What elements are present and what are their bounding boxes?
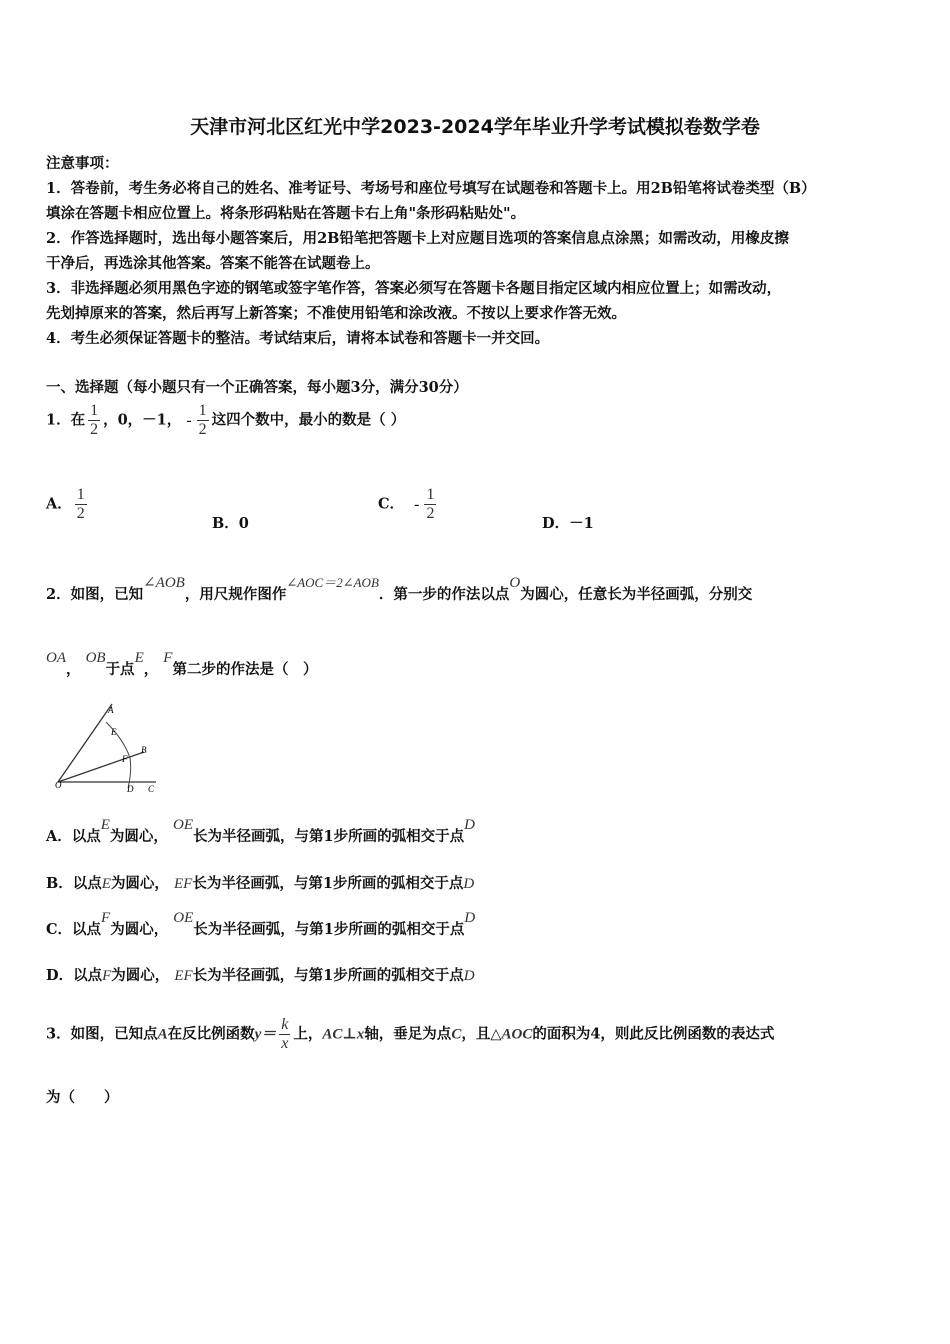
notice-heading: 注意事项： — [46, 155, 119, 172]
option-point: E — [101, 876, 111, 892]
option-text: 长为半径画弧，与第1步所画的弧相交于点 — [192, 875, 464, 892]
option-text: 为圆心， — [109, 828, 168, 845]
q1-option-b[interactable]: B．0 — [212, 515, 249, 532]
notice-line: 1．答卷前，考生务必将自己的姓名、准考证号、考场号和座位号填写在试题卷和答题卡上。用2B铅笔将试卷类型（B） — [46, 180, 816, 197]
option-a-fraction — [75, 486, 87, 523]
option-segment: EF — [174, 968, 193, 984]
q1-fraction-half — [88, 402, 100, 439]
point-c: C — [451, 1026, 462, 1043]
option-segment: EF — [174, 876, 193, 892]
frac-numerator: k — [281, 1016, 289, 1033]
label-e: E — [111, 727, 117, 737]
q3-text: 轴，垂足为点 — [364, 1025, 452, 1043]
q2-prefix: 2．如图，已知 — [46, 586, 144, 603]
q1-option-d[interactable]: D．－1 — [542, 515, 594, 532]
label-b: B — [141, 745, 147, 755]
angle-aob: ∠AOB — [143, 575, 185, 591]
function-y: y＝ — [254, 1026, 277, 1043]
q2-option-a[interactable] — [46, 817, 475, 846]
ray-oa — [58, 704, 112, 782]
q2-text: ，用尺规作图作 — [184, 586, 287, 603]
option-segment: OE — [173, 910, 194, 926]
option-point: F — [101, 910, 111, 926]
q1-suffix: 这四个数中，最小的数是（ ） — [211, 411, 406, 429]
question-3-line-2: 为（ ） — [46, 1089, 119, 1106]
frac-denominator: 2 — [90, 421, 99, 438]
q2-text: ．第一步的作法以点 — [378, 586, 510, 603]
frac-denominator: 2 — [198, 421, 207, 438]
notice-line: 先划掉原来的答案，然后再写上新答案；不准使用铅笔和涂改液。不按以上要求作答无效。 — [46, 305, 626, 322]
notice-line: 2．作答选择题时，选出每小题答案后，用2B铅笔把答题卡上对应题目选项的答案信息点涂黑；如需改动，用橡皮擦 — [46, 230, 789, 247]
q1-option-a[interactable] — [46, 486, 90, 523]
question-2-line-2 — [46, 650, 318, 679]
notice-line: 4．考生必须保证答题卡的整洁。考试结束后，请将本试卷和答题卡一并交回。 — [46, 330, 550, 347]
notice-line: 3．非选择题必须用黑色字迹的钢笔或签字笔作答，答案必须写在答题卡各题目指定区域内相应位置上；如需改动， — [46, 280, 782, 297]
label-d: D — [127, 784, 134, 794]
q3-text: 在反比例函数 — [167, 1025, 255, 1043]
label-f: F — [122, 754, 128, 764]
q2-text: ， — [143, 661, 159, 678]
option-text: 长为半径画弧，与第1步所画的弧相交于点 — [192, 828, 465, 845]
option-point-d: D — [463, 968, 475, 984]
option-point-d: D — [464, 817, 475, 833]
point-a: A — [157, 1026, 168, 1043]
q2-text: ， — [66, 661, 81, 678]
option-text: 长为半径画弧，与第1步所画的弧相交于点 — [193, 921, 465, 938]
question-1 — [46, 402, 405, 439]
option-point: F — [102, 968, 112, 984]
frac-denominator: 2 — [76, 505, 85, 522]
option-label: A．以点 — [46, 828, 101, 845]
angle-aoc-equation: ∠AOC＝2∠AOB — [286, 575, 379, 590]
q2-text: 于点 — [105, 661, 135, 678]
q2-text: 为圆心，任意长为半径画弧，分别交 — [520, 586, 753, 603]
option-label: A． — [46, 495, 72, 513]
label-c: C — [148, 784, 155, 794]
point-o: O — [509, 575, 521, 591]
segment-ob: OB — [85, 650, 106, 666]
option-label: D．以点 — [46, 967, 103, 984]
question-3-line-1 — [46, 1016, 774, 1053]
page-title: 天津市河北区红光中学2023-2024学年毕业升学考试模拟卷数学卷 — [190, 116, 760, 138]
q1-middle: ，0，－1， — [103, 411, 182, 429]
question-2-line-1 — [46, 575, 753, 604]
frac-denominator: 2 — [426, 505, 435, 522]
q3-text: 的面积为4，则此反比例函数的表达式 — [532, 1025, 775, 1043]
option-point-d: D — [464, 910, 476, 926]
notice-line: 干净后，再选涂其他答案。答案不能答在试题卷上。 — [46, 255, 380, 272]
option-segment: OE — [172, 817, 193, 833]
frac-denominator: x — [281, 1035, 289, 1052]
option-text: 为圆心， — [111, 967, 170, 984]
label-o: O — [55, 780, 62, 790]
q1-prefix: 1．在 — [46, 411, 86, 429]
option-label: C．以点 — [46, 921, 102, 938]
section-heading: 一、选择题（每小题只有一个正确答案，每小题3分，满分30分） — [46, 379, 468, 396]
q3-text: 上， — [293, 1025, 323, 1043]
option-label: B．以点 — [46, 875, 102, 892]
q2-option-c[interactable] — [46, 910, 476, 939]
q2-option-d[interactable] — [46, 964, 475, 985]
option-c-fraction — [424, 486, 436, 523]
option-text: 为圆心， — [110, 875, 169, 892]
q1-option-c[interactable] — [378, 486, 439, 523]
point-f: F — [163, 650, 173, 666]
option-point: E — [100, 817, 110, 833]
frac-numerator: 1 — [426, 486, 435, 503]
q3-text: 3．如图，已知点 — [46, 1025, 158, 1043]
option-c-neg-sign: - — [414, 495, 420, 513]
angle-construction-figure — [44, 700, 164, 800]
frac-numerator: 1 — [90, 402, 99, 419]
q3-text: ，且△ — [461, 1025, 502, 1043]
triangle-aoc: AOC — [501, 1026, 533, 1043]
q2-option-b[interactable] — [46, 872, 474, 893]
frac-numerator: 1 — [198, 402, 207, 419]
q1-fraction-neg-half — [197, 402, 209, 439]
q2-text: 第二步的作法是（ ） — [172, 661, 318, 678]
label-a: A — [108, 705, 114, 715]
option-point-d: D — [463, 876, 475, 892]
segment-oa: OA — [46, 650, 66, 666]
frac-numerator: 1 — [76, 486, 85, 503]
fraction-k-over-x — [279, 1016, 290, 1053]
point-e: E — [134, 650, 144, 666]
option-text: 长为半径画弧，与第1步所画的弧相交于点 — [192, 967, 464, 984]
option-label: C． — [378, 495, 405, 513]
q1-neg-sign: - — [186, 411, 192, 429]
ac-perpendicular-x: AC⊥x — [322, 1026, 365, 1043]
option-text: 为圆心， — [110, 921, 169, 938]
notice-line: 填涂在答题卡相应位置上。将条形码粘贴在答题卡右上角"条形码粘贴处"。 — [46, 205, 526, 222]
